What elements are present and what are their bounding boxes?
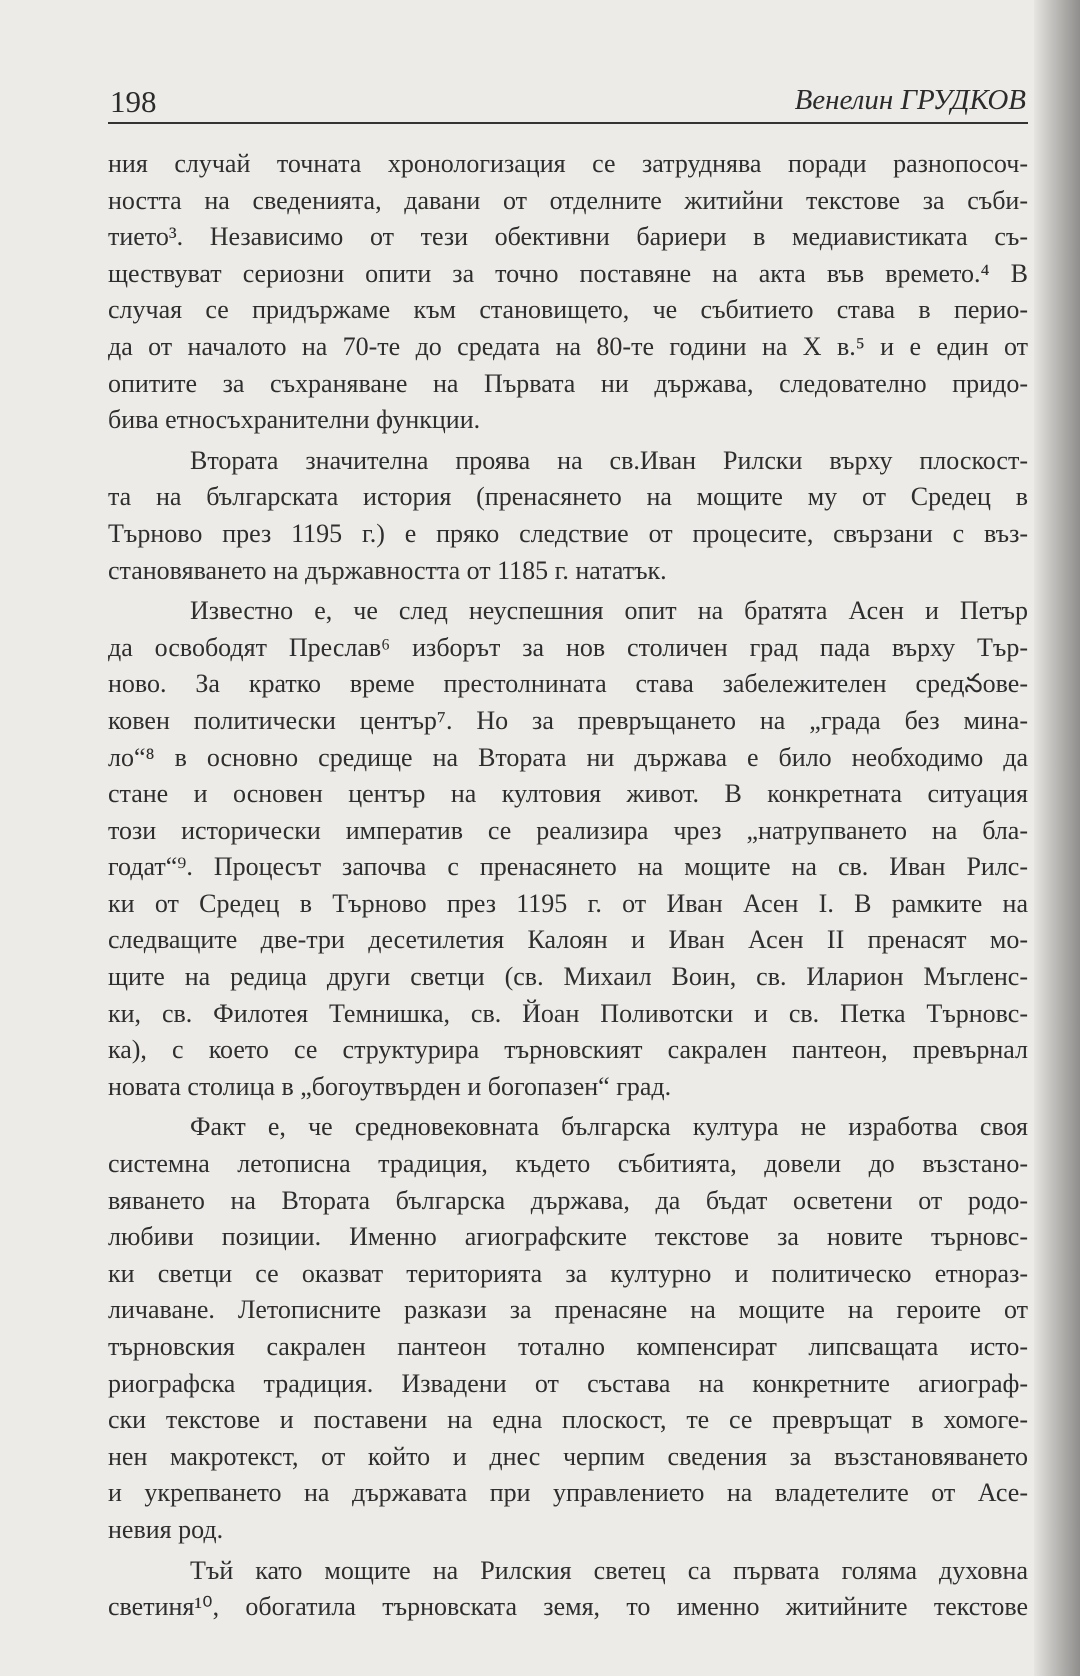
running-title: Венелин ГРУДКОВ [794, 84, 1026, 116]
text-line: щите на редица други светци (св. Михаил Воин, св. Иларион Мъгленс- [108, 962, 1028, 992]
text-line: системна летописна традиция, където събитията, довели до възстано- [108, 1149, 1028, 1179]
paragraph [108, 146, 1028, 439]
text-line: и укрепването на държавата при управлението на владетелите от Асе- [108, 1478, 1028, 1508]
text-line: Факт е, че средновековната българска култура не изработва своя [190, 1112, 1028, 1142]
page-header [108, 78, 1028, 124]
text-line: Втората значителна проява на св.Иван Рилски върху плоскост- [190, 445, 1028, 475]
text-line: годат“⁹. Процесът започва с пренасянето на мощите на св. Иван Рилс- [108, 852, 1028, 882]
text-line: търновския сакрален пантеон тотално компенсират липсващата исто- [108, 1332, 1028, 1361]
text-line: невия род. [108, 1514, 224, 1544]
text-line: този исторически императив се реализира чрез „натрупването на бла- [108, 815, 1028, 845]
text-line: Известно е, че след неуспешния опит на братята Асен и Петър [190, 596, 1028, 626]
text-line: ки, св. Филотея Темнишка, св. Йоан Поливотски и св. Петка Търновс- [108, 998, 1028, 1028]
text-line: бива етносъхранителни функции. [108, 405, 481, 435]
text-line: новата столица в „богоутвърден и богопазен“ град. [108, 1071, 672, 1101]
text-line: становяването на държавността от 1185 г. нататък. [108, 555, 667, 585]
text-line: та на българската история (пренасянето на мощите му от Средец в [108, 482, 1028, 512]
text-line: риографска традиция. Извадени от състава на конкретните агиограф- [108, 1368, 1028, 1398]
text-line: да от началото на 70-те до средата на 80-те години на X в.⁵ и е един от [108, 331, 1028, 361]
text-line: Тъй като мощите на Рилския светец са първата голяма духовна [190, 1555, 1028, 1585]
text-line: ки от Средец в Търново през 1195 г. от Иван Асен I. В рамките на [108, 888, 1028, 918]
text-line: опитите за съхраняване на Първата ни държава, следователно придо- [108, 368, 1028, 398]
text-line: стане и основен център на култовия живот. В конкретната ситуация [108, 779, 1028, 809]
text-line: ки светци се оказват територията за културно и политическо етнораз- [108, 1258, 1028, 1288]
text-line: ковен политически център⁷. Но за превръщането на „града без мина- [108, 705, 1028, 735]
paragraph [108, 593, 1028, 1105]
text-line: ния случай точната хронологизация се затруднява поради разнопосоч- [108, 149, 1028, 178]
text-line: тието³. Независимо от тези обективни бариери в медиавистиката съ- [108, 222, 1028, 252]
body-text [108, 146, 1028, 1626]
text-line: Търново през 1195 г.) е пряко следствие от процесите, свързани с въз- [108, 518, 1028, 548]
text-line: следващите две-три десетилетия Калоян и Иван Асен II пренасят мо- [108, 925, 1028, 955]
text-line: случая се придържаме към становището, че събитието става в перио- [108, 295, 1028, 325]
text-line: нен макротекст, от който и днес черпим сведения за възстановяването [108, 1441, 1028, 1471]
page-edge-shadow [1034, 0, 1080, 1676]
text-line: ка), с което се структурира търновският сакрален пантеон, превърнал [108, 1035, 1028, 1065]
text-line: любиви позиции. Именно агиографските текстове за новите търновс- [108, 1222, 1028, 1252]
text-line: да освободят Преслав⁶ изборът за нов столичен град пада върху Тър- [108, 632, 1028, 662]
text-line: ски текстове и поставени на една плоскост, те се превръщат в хомоге- [108, 1405, 1028, 1435]
paragraph [108, 1109, 1028, 1548]
paragraph [108, 1553, 1028, 1626]
text-line: светиня¹⁰, обогатила търновската земя, то именно житийните текстове [108, 1592, 1028, 1622]
text-line: личаване. Летописните разкази за пренасяне на мощите на героите от [108, 1295, 1028, 1325]
paragraph [108, 443, 1028, 589]
text-line: ществуват сериозни опити за точно поставяне на акта във времето.⁴ В [108, 258, 1028, 288]
page-number: 198 [110, 84, 157, 119]
text-line: ло“⁸ в основно средище на Втората ни държава е било необходимо да [108, 742, 1028, 772]
text-line: вяването на Втората българска държава, да бъдат осветени от родо- [108, 1185, 1028, 1215]
text-line: ново. За кратко време престолнината става забележителен средనове- [108, 669, 1028, 699]
text-line: ността на сведенията, давани от отделните житийни текстове за съби- [108, 185, 1028, 215]
